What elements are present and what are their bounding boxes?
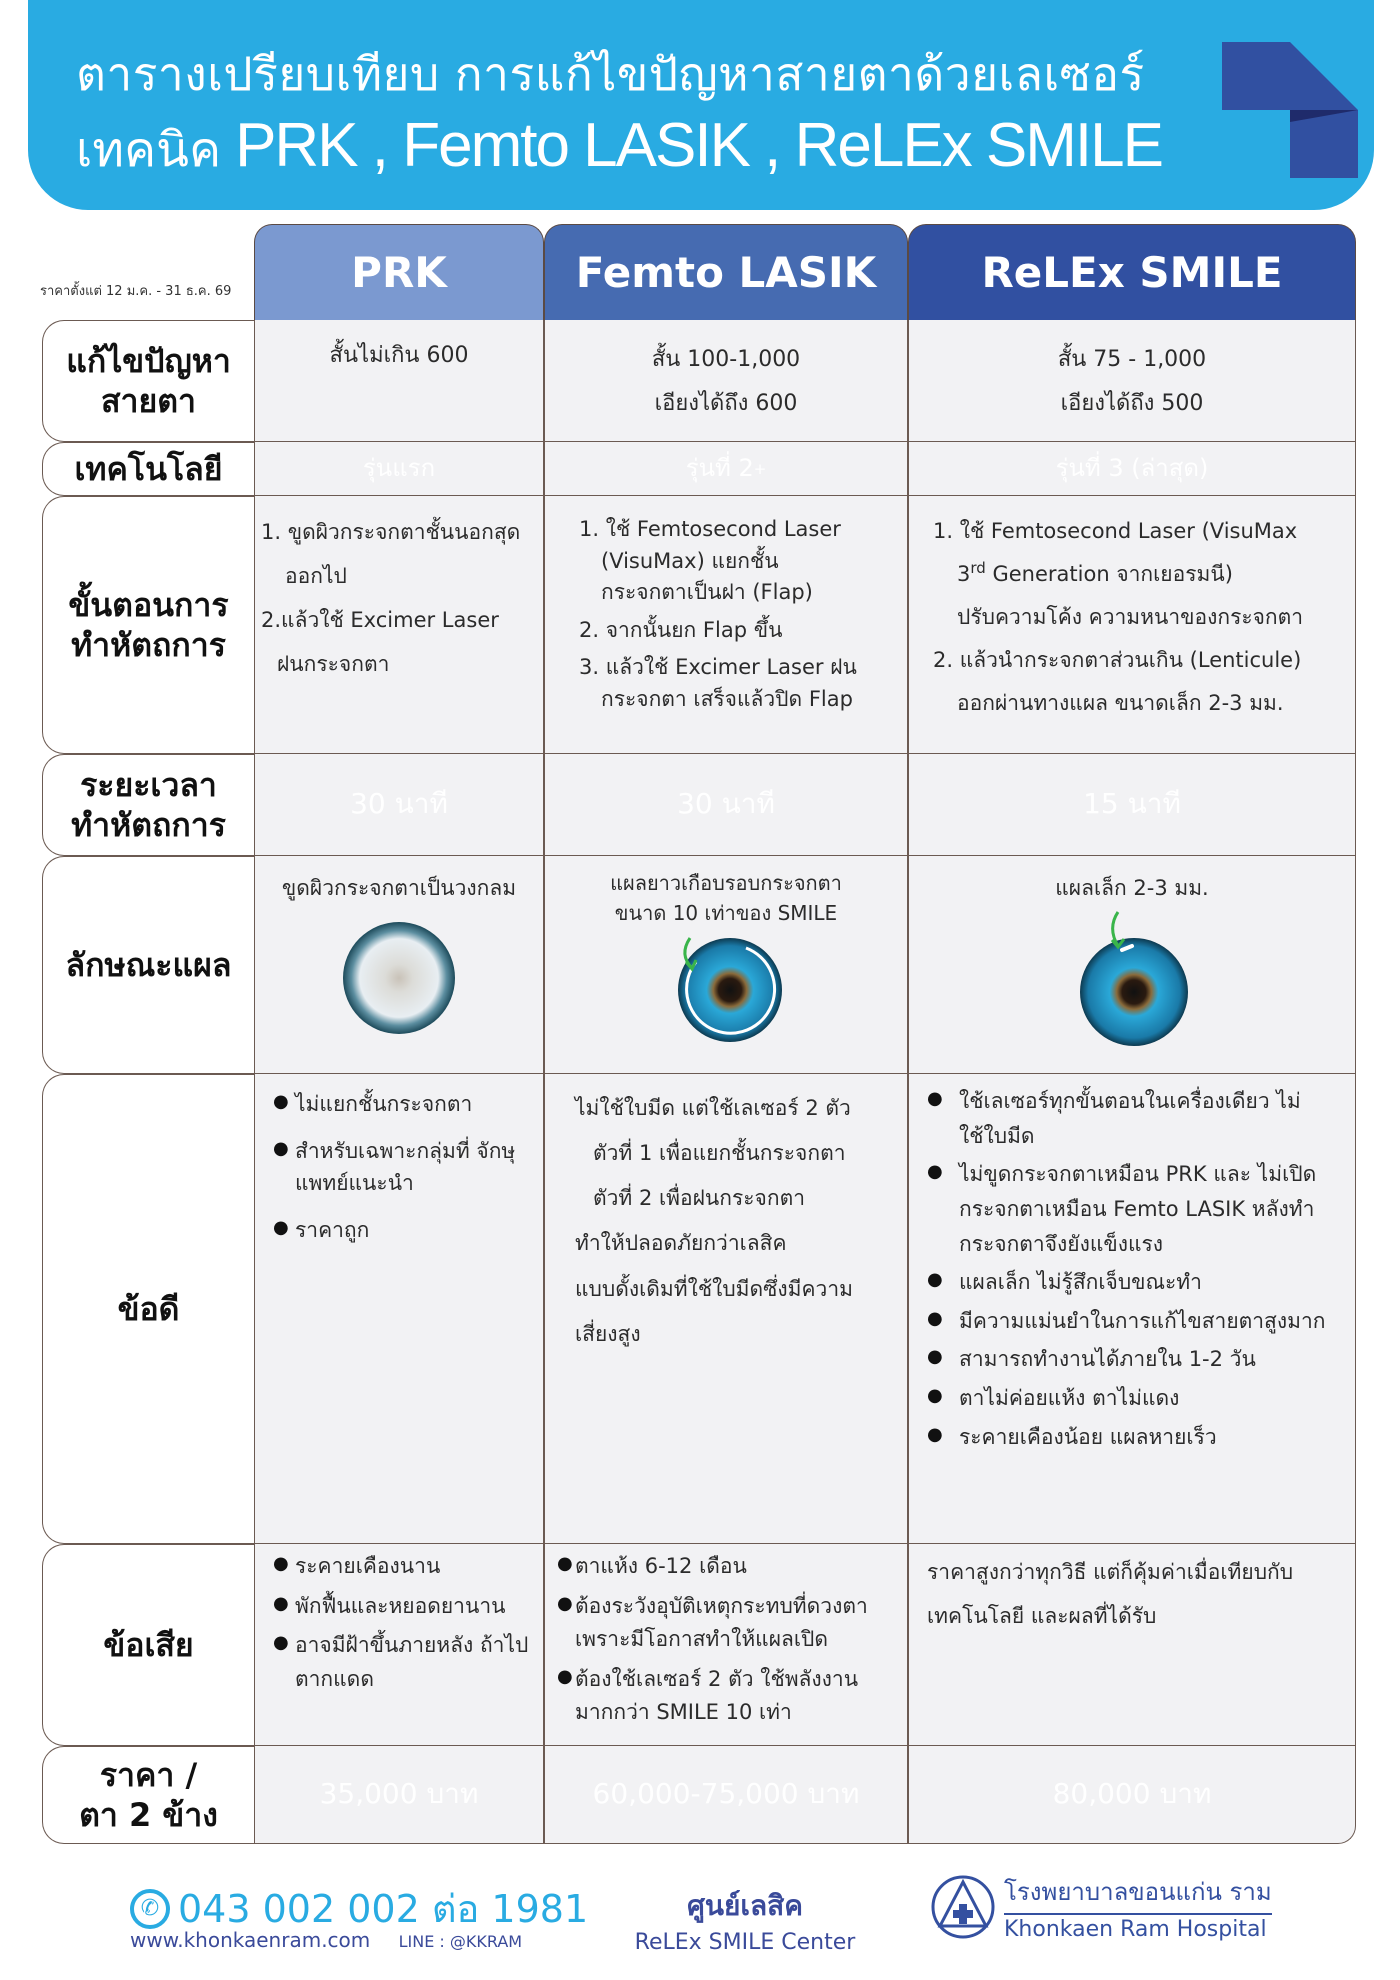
contact-links (130, 1928, 522, 1952)
cell-text: สั้น 75 - 1,000 (1057, 347, 1207, 372)
row-label-text: ขั้นตอนการ (68, 586, 229, 624)
cell-text: เสี่ยงสูง (575, 1321, 641, 1346)
cell-technology-femto (544, 442, 908, 496)
row-label-text: สายตา (100, 382, 196, 420)
list-item (273, 1590, 535, 1624)
step-text: 1. ใช้ Femtosecond Laser (579, 517, 841, 541)
cell-text: ขนาด 10 เท่าของ SMILE (614, 901, 838, 925)
cell-text: รุ่นแรก (362, 454, 436, 483)
cell-duration-smile (908, 754, 1356, 856)
cell-duration-femto (544, 754, 908, 856)
list-item (273, 1550, 535, 1584)
cell-wound-femto (544, 856, 908, 1074)
list-item-text: สำหรับเฉพาะกลุ่มที่ จักษุแพทย์แนะนำ (295, 1138, 516, 1196)
step-text: 2. แล้วนำกระจกตาส่วนเกิน (Lenticule) (933, 648, 1302, 673)
list-item-text: ใช้เลเซอร์ทุกขั้นตอนในเครื่องเดียว ไม่ใช้ใบมีด (959, 1089, 1301, 1148)
hospital-name-thai: โรงพยาบาลขอนแก่น ราม (1004, 1872, 1272, 1915)
step-text: กระจกตา เสร็จแล้วปิด Flap (601, 686, 853, 711)
step-text: 1. ขูดผิวกระจกตาชั้นนอกสุด (261, 520, 521, 544)
phone-icon: ✆ (130, 1889, 170, 1929)
row-label-text: ข้อเสีย (103, 1626, 194, 1664)
step-text: ออกผ่านทางแผล ขนาดเล็ก 2-3 มม. (957, 691, 1284, 716)
cell-text: ราคาสูงกว่าทุกวิธี แต่ก็คุ้มค่าเมื่อเทียบกับ (927, 1560, 1294, 1584)
list-item (927, 1084, 1347, 1153)
list-item (557, 1550, 903, 1584)
price-text: 80,000 บาท (1052, 1777, 1212, 1811)
folded-corner-icon (1222, 42, 1358, 178)
website-link[interactable]: www.khonkaenram.com (130, 1928, 371, 1952)
cell-technology-prk (254, 442, 544, 496)
cell-text: ตัวที่ 2 เพื่อฝนกระจกตา (593, 1186, 805, 1211)
hospital-cross-logo-icon (930, 1874, 996, 1940)
list-item (927, 1420, 1347, 1455)
step-text: 2.แล้วใช้ Excimer Laser (261, 608, 499, 633)
list-item-text: ระคายเคืองน้อย แผลหายเร็ว (959, 1424, 1217, 1449)
cell-pros-prk (254, 1074, 544, 1544)
cell-text: เทคโนโลยี และผลที่ได้รับ (927, 1604, 1157, 1629)
cell-text: เอียงได้ถึง 500 (1060, 391, 1204, 416)
list-item (927, 1342, 1347, 1377)
row-label-text: ลักษณะแผล (65, 946, 232, 984)
cell-text: ไม่ใช้ใบมีด แต่ใช้เลเซอร์ 2 ตัว (575, 1096, 851, 1120)
row-label-text: ข้อดี (117, 1290, 180, 1328)
cell-text: รุ่นที่ 3 (ล่าสุด) (1055, 454, 1209, 483)
cell-pros-femto (544, 1074, 908, 1544)
column-header-femto-lasik: Femto LASIK (544, 224, 908, 320)
price-text: 35,000 บาท (319, 1777, 479, 1811)
cell-duration-prk (254, 754, 544, 856)
eye-scraped-surface-icon (339, 918, 459, 1038)
cell-cons-prk (254, 1544, 544, 1746)
cell-price-femto (544, 1746, 908, 1844)
list-item-text: ไม่แยกชั้นกระจกตา (295, 1092, 473, 1116)
column-header-prk: PRK (254, 224, 544, 320)
cell-correction-prk (254, 320, 544, 442)
cell-wound-prk (254, 856, 544, 1074)
row-label-text: ทำหัตถการ (71, 626, 226, 664)
ordinal-suffix: rd (970, 559, 986, 578)
cell-text: 30 นาที (677, 787, 775, 821)
row-label-duration (42, 754, 254, 856)
list-item-text: แผลเล็ก ไม่รู้สึกเจ็บขณะทำ (959, 1270, 1202, 1295)
hospital-name-english: Khonkaen Ram Hospital (1004, 1917, 1267, 1942)
list-item-text: พักฟื้นและหยอดยานาน (295, 1593, 506, 1618)
row-label-correction (42, 320, 254, 442)
lasik-center-logo (620, 1884, 870, 1955)
cell-price-prk (254, 1746, 544, 1844)
row-label-text: ระยะเวลา (80, 766, 217, 804)
list-item (927, 1304, 1347, 1339)
cell-procedure-smile (908, 496, 1356, 754)
cell-text: สั้นไม่เกิน 600 (329, 343, 469, 368)
list-item (927, 1381, 1347, 1416)
cell-text: เอียงได้ถึง 600 (654, 391, 798, 416)
list-item-text: มีความแม่นยำในการแก้ไขสายตาสูงมาก (959, 1308, 1326, 1333)
list-item-text: ไม่ขูดกระจกตาเหมือน PRK และ ไม่เปิดกระจกตาเหมือน Femto LASIK หลังทำกระจกตาจึงยังแข็งแรง (959, 1162, 1317, 1256)
step-text: (VisuMax) แยกชั้น (601, 548, 779, 573)
list-item (273, 1214, 535, 1247)
step-text: 3. แล้วใช้ Excimer Laser ฝน (579, 655, 857, 679)
step-text: กระจกตาเป็นฝา (Flap) (601, 580, 813, 604)
list-item-text: อาจมีฝ้าขึ้นภายหลัง ถ้าไปตากแดด (295, 1633, 529, 1691)
row-label-procedure (42, 496, 254, 754)
list-item (273, 1629, 535, 1696)
cell-pros-smile (908, 1074, 1356, 1544)
hospital-logo (930, 1872, 1272, 1942)
row-label-text: เทคโนโลยี (74, 450, 223, 488)
phone-number[interactable]: 043 002 002 ต่อ 1981 (178, 1887, 589, 1931)
list-item (273, 1135, 535, 1200)
cell-procedure-femto (544, 496, 908, 754)
cell-text: ตัวที่ 1 เพื่อแยกชั้นกระจกตา (593, 1141, 846, 1166)
step-text: 1. ใช้ Femtosecond Laser (VisuMax (933, 519, 1298, 543)
row-label-text: ทำหัตถการ (71, 806, 226, 844)
cell-cons-femto (544, 1544, 908, 1746)
cell-text: แบบดั้งเดิมที่ใช้ใบมีดซึ่งมีความ (575, 1276, 853, 1301)
list-item-text: ตาไม่ค่อยแห้ง ตาไม่แดง (959, 1386, 1180, 1411)
row-label-text: แก้ไขปัญหา (66, 342, 231, 380)
cell-cons-smile (908, 1544, 1356, 1746)
list-item (927, 1265, 1347, 1300)
banner-title-prefix: เทคนิค (76, 122, 222, 178)
banner-title-techniques: PRK , Femto LASIK , ReLEx SMILE (235, 111, 1162, 180)
list-item-text: ราคาถูก (295, 1217, 370, 1242)
superscript-plus: + (753, 459, 767, 478)
row-label-cons (42, 1544, 254, 1746)
step-text-part: Generation จากเยอรมนี) (985, 562, 1233, 587)
step-text: 2. จากนั้นยก Flap ขึ้น (579, 617, 783, 642)
cell-text: สั้น 100-1,000 (651, 347, 801, 372)
cell-text: ทำให้ปลอดภัยกว่าเลสิค (575, 1231, 787, 1256)
cell-text: แผลยาวเกือบรอบกระจกตา (610, 871, 842, 895)
cell-technology-smile (908, 442, 1356, 496)
cell-text: รุ่นที่ 2 (685, 454, 754, 483)
list-item (557, 1663, 903, 1730)
cell-wound-smile (908, 856, 1356, 1074)
banner-title-line2 (76, 110, 1162, 188)
cell-correction-femto (544, 320, 908, 442)
row-label-pros (42, 1074, 254, 1544)
list-item-text: ต้องระวังอุบัติเหตุกระทบที่ดวงตา เพราะมีโอกาสทำให้แผลเปิด (575, 1593, 868, 1652)
list-item-text: สามารถทำงานได้ภายใน 1-2 วัน (959, 1347, 1256, 1372)
cell-text: 30 นาที (350, 787, 448, 821)
list-item (557, 1590, 903, 1657)
center-name-english: ReLEx SMILE Center (634, 1930, 856, 1955)
row-label-text: ตา 2 ข้าง (79, 1796, 218, 1834)
row-label-text: ราคา / (99, 1756, 198, 1794)
eye-small-incision-icon (1062, 906, 1202, 1046)
cell-text: ขูดผิวกระจกตาเป็นวงกลม (281, 876, 517, 900)
price-validity-note: ราคาตั้งแต่ 12 ม.ค. - 31 ธ.ค. 69 (40, 284, 232, 299)
list-item-text: ระคายเคืองนาน (295, 1554, 441, 1578)
eye-flap-incision-icon (656, 932, 796, 1042)
line-id[interactable]: LINE : @KKRAM (398, 1932, 523, 1951)
center-name-thai: ศูนย์เลสิค (687, 1889, 803, 1922)
list-item-text: ตาแห้ง 6-12 เดือน (575, 1554, 747, 1578)
column-header-relex-smile: ReLEx SMILE (908, 224, 1356, 320)
step-text (933, 553, 1349, 596)
cell-text: 15 นาที (1083, 787, 1181, 821)
list-item (273, 1088, 535, 1121)
cell-text: แผลเล็ก 2-3 มม. (1055, 876, 1209, 900)
cell-correction-smile (908, 320, 1356, 442)
step-text: ปรับความโค้ง ความหนาของกระจกตา (957, 605, 1304, 630)
list-item (927, 1157, 1347, 1261)
step-text: ฝนกระจกตา (277, 652, 390, 677)
step-number: 3 (957, 562, 971, 587)
step-text: ออกไป (285, 564, 347, 589)
row-label-price (42, 1746, 254, 1844)
banner-title-line1: ตารางเปรียบเทียบ การแก้ไขปัญหาสายตาด้วยเลเซอร์ (76, 47, 1145, 101)
row-label-technology (42, 442, 254, 496)
list-item-text: ต้องใช้เลเซอร์ 2 ตัว ใช้พลังงาน มากกว่า SMILE 10 เท่า (575, 1666, 859, 1725)
row-label-wound (42, 856, 254, 1074)
cell-procedure-prk (254, 496, 544, 754)
header-banner (28, 0, 1374, 210)
price-text: 60,000-75,000 บาท (592, 1777, 860, 1811)
cell-price-smile (908, 1746, 1356, 1844)
